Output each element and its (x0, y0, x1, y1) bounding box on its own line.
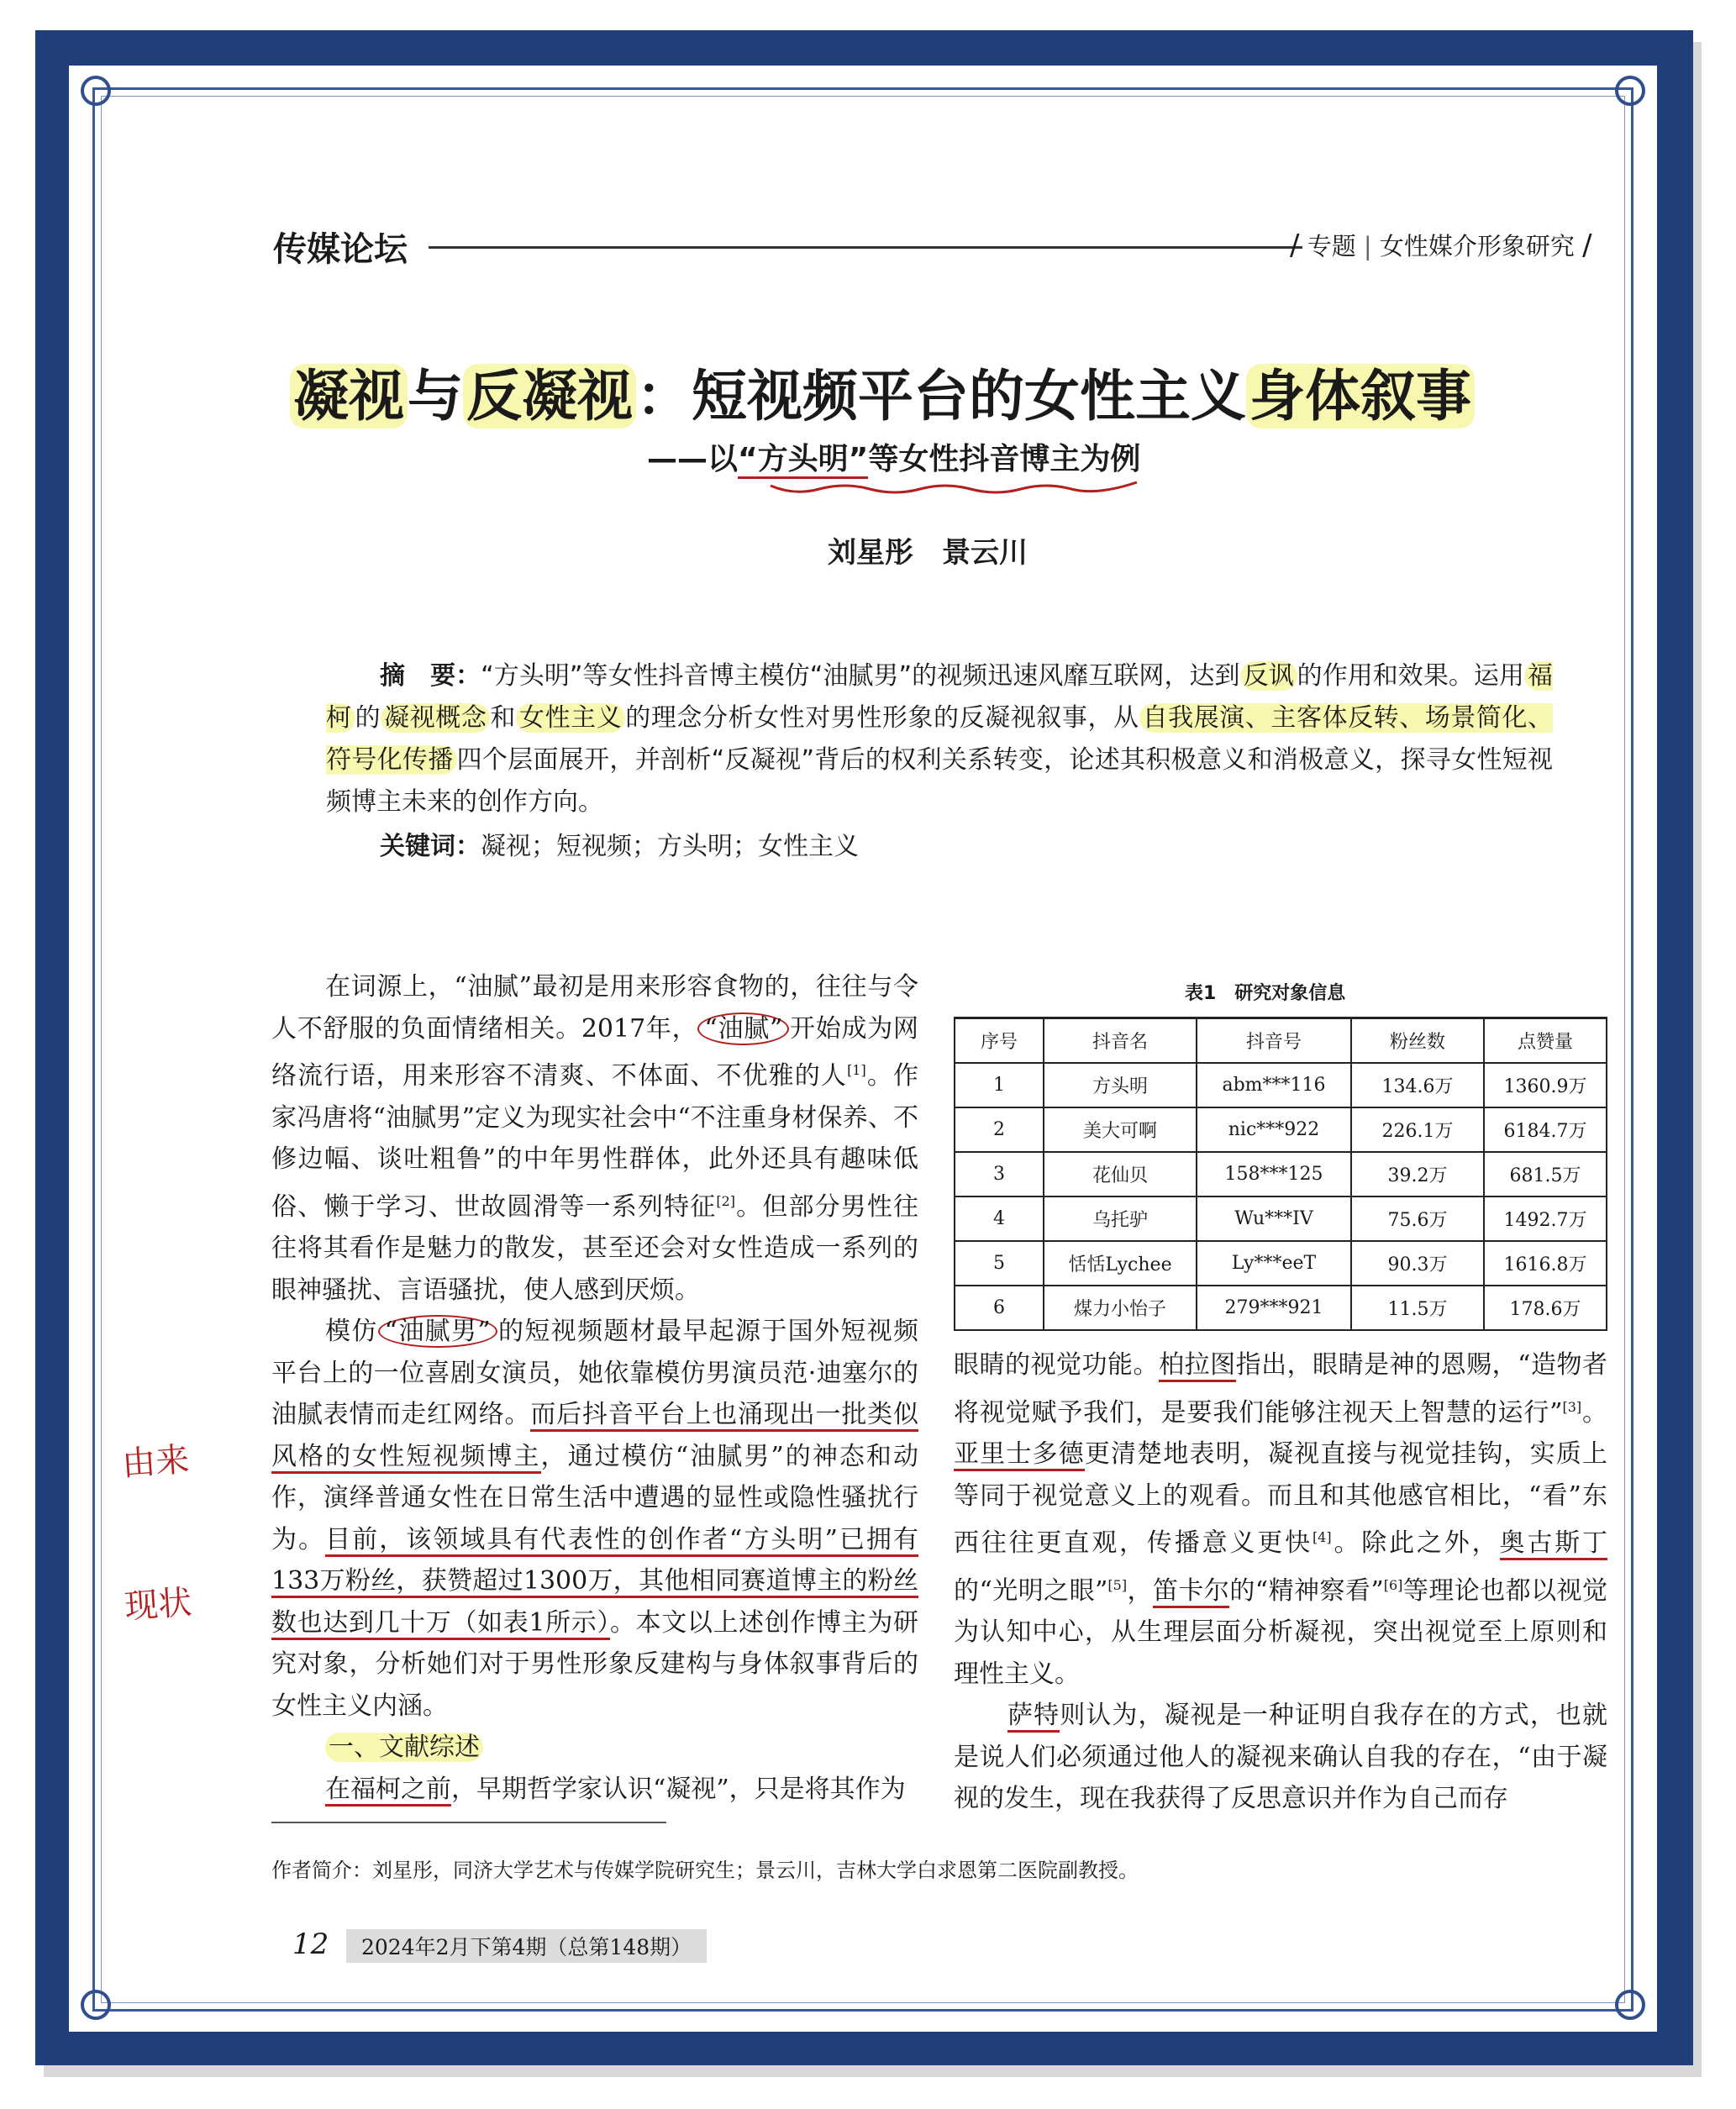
wavy-underline-annotation (769, 477, 1139, 497)
margin-note: 由来 (120, 1440, 191, 1484)
column-name: 传媒论坛 (273, 230, 408, 269)
tag-topic: 女性媒介形象研究 (1379, 232, 1575, 260)
paragraph: 萨特则认为，凝视是一种证明自我存在的方式，也就是说人们必须通过他人的凝视来确认自我的存在，“由于凝视的发生，现在我获得了反思意识并作为自己而存 (954, 1701, 1608, 1813)
underlined-text: 笛卡尔 (1153, 1576, 1229, 1608)
corner-ornament-icon (1615, 1990, 1645, 2020)
table-header: 抖音号 (1197, 1018, 1351, 1064)
running-header (273, 223, 1609, 273)
table-header: 点赞量 (1484, 1018, 1607, 1064)
abstract-label: 摘 要： (380, 661, 481, 691)
corner-ornament-icon (81, 1990, 111, 2020)
table-row: 1 方头明 abm***116 134.6万 1360.9万 (955, 1063, 1607, 1107)
footnote-rule (271, 1822, 666, 1823)
keywords: 关键词：凝视；短视频；方头明；女性主义 (380, 832, 859, 861)
underlined-text: 在福柯之前 (325, 1775, 451, 1807)
table-row: 6 煤力小怡子 279***921 11.5万 178.6万 (955, 1286, 1607, 1330)
abstract: 摘 要：“方头明”等女性抖音博主模仿“油腻男”的视频迅速风靡互联网，达到 反讽 的作用和效果。运用 福柯 的 凝视概念 和 女性主义 的理念分析女性对男性形象的反凝视叙事，从 自我展演、主客体反转、场景简化、符号化传播 四个层面展开，并剖析“反凝视”背后的权利关系转变，论述其积极意义和消极意义，探寻女性短视频博主未来的创作方向。 (326, 661, 1554, 817)
section-heading: 一、文献综述 (271, 1727, 918, 1769)
margin-note: 现状 (123, 1583, 193, 1627)
underlined-text: 奥古斯丁 (1500, 1528, 1608, 1560)
header-rule (429, 246, 1302, 249)
left-column (271, 966, 918, 1810)
circled-text: “油腻” (697, 1012, 789, 1045)
author-bio: 作者简介：刘星彤，同济大学艺术与传媒学院研究生；景云川，吉林大学白求恩第二医院副教授。 (271, 1859, 1139, 1882)
table-header: 抖音名 (1044, 1018, 1197, 1064)
page-number: 12 (292, 1928, 329, 1961)
table-row: 5 恬恬Lychee Ly***eeT 90.3万 1616.8万 (955, 1241, 1607, 1286)
underlined-text: 而后抖音平台上也涌现出一批类似风格的女性短视频博主 (271, 1400, 918, 1474)
issue-info: 2024年2月下第4期（总第148期） (346, 1929, 707, 1963)
table-row: 3 花仙贝 158***125 39.2万 681.5万 (955, 1152, 1607, 1197)
paragraph: 眼睛的视觉功能。柏拉图指出，眼睛是神的恩赐，“造物者将视觉赋予我们，是要我们能够注视天上智慧的运行”[3]。亚里士多德更清楚地表明，凝视直接与视觉挂钩，实质上等同于视觉意义上的观看。而且和其他感官相比，“看”东西往往更直观，传播意义更快[4]。除此之外，奥古斯丁的“光明之眼”[5]，笛卡尔的“精神察看”[6]等理论也都以视觉为认知中心，从生理层面分析凝视，突出视觉至上原则和理性主义。 (954, 1350, 1608, 1689)
underlined-text: 柏拉图 (1159, 1350, 1236, 1382)
table-header-row (955, 1018, 1607, 1064)
table-row: 2 美大可啊 nic***922 226.1万 6184.7万 (955, 1107, 1607, 1152)
title-highlight-2: 反凝视 (463, 364, 636, 429)
author-line: 刘星彤 景云川 (828, 536, 1028, 570)
paragraph: 模仿 “油腻男” 的短视频题材最早起源于国外短视频平台上的一位喜剧女演员，她依靠模仿男演员范·迪塞尔的油腻表情而走红网络。而后抖音平台上也涌现出一批类似风格的女性短视频博主，通过模仿“油腻男”的神态和动作，演绎普通女性在日常生活中遭遇的显性或隐性骚扰行为。目前，该领域具有代表性的创作者“方头明”已拥有133万粉丝，获赞超过1300万，其他相同赛道博主的粉丝数也达到几十万（如表1所示）。本文以上述创作博主为研究对象，分析她们对于男性形象反建构与身体叙事背后的女性主义内涵。 (271, 1317, 919, 1721)
corner-ornament-icon (1615, 76, 1645, 106)
circled-text: “油腻男” (378, 1315, 497, 1348)
article-title: 凝视与反凝视：短视频平台的女性主义身体叙事 (290, 351, 1475, 431)
table-caption: 表1 研究对象信息 (1185, 983, 1346, 1004)
right-column (954, 1344, 1607, 1820)
underlined-text: 目前，该领域具有代表性的创作者“方头明”已拥有133万粉丝，获赞超过1300万，其他相同赛道博主的粉丝数也达到几十万（如表1所示） (271, 1525, 918, 1640)
subtitle-underlined: “方头明” (738, 442, 868, 479)
tag-prefix: 专题 (1307, 232, 1356, 260)
underlined-text: 亚里士多德 (954, 1439, 1085, 1471)
table-header: 粉丝数 (1351, 1018, 1484, 1064)
title-highlight-3: 身体叙事 (1246, 364, 1475, 429)
keywords-label: 关键词： (380, 832, 481, 861)
section-tag: / 专题 | 女性媒介形象研究 / (1290, 229, 1592, 262)
corner-ornament-icon (81, 76, 111, 106)
paragraph: 在词源上，“油腻”最初是用来形容食物的，往往与令人不舒服的负面情绪相关。2017年， “油腻” 开始成为网络流行语，用来形容不清爽、不体面、不优雅的人[1]。作家冯唐将“油腻男”定义为现实社会中“不注重身材保养、不修边幅、谈吐粗鲁”的中年男性群体，此外还具有趣味低俗、懒于学习、世故圆滑等一系列特征[2]。但部分男性往往将其看作是魅力的散发，甚至还会对女性造成一系列的眼神骚扰、言语骚扰，使人感到厌烦。 (271, 972, 919, 1305)
title-highlight-1: 凝视 (290, 364, 408, 429)
table-row: 4 乌托驴 Wu***IV 75.6万 1492.7万 (955, 1197, 1607, 1241)
paragraph: 在福柯之前，早期哲学家认识“凝视”，只是将其作为 (271, 1769, 918, 1811)
underlined-text: 萨特 (1007, 1701, 1060, 1733)
research-subjects-table (954, 1017, 1607, 1331)
table-header: 序号 (955, 1018, 1044, 1064)
article-subtitle: ——以“方头明”等女性抖音博主为例 (647, 435, 1140, 478)
